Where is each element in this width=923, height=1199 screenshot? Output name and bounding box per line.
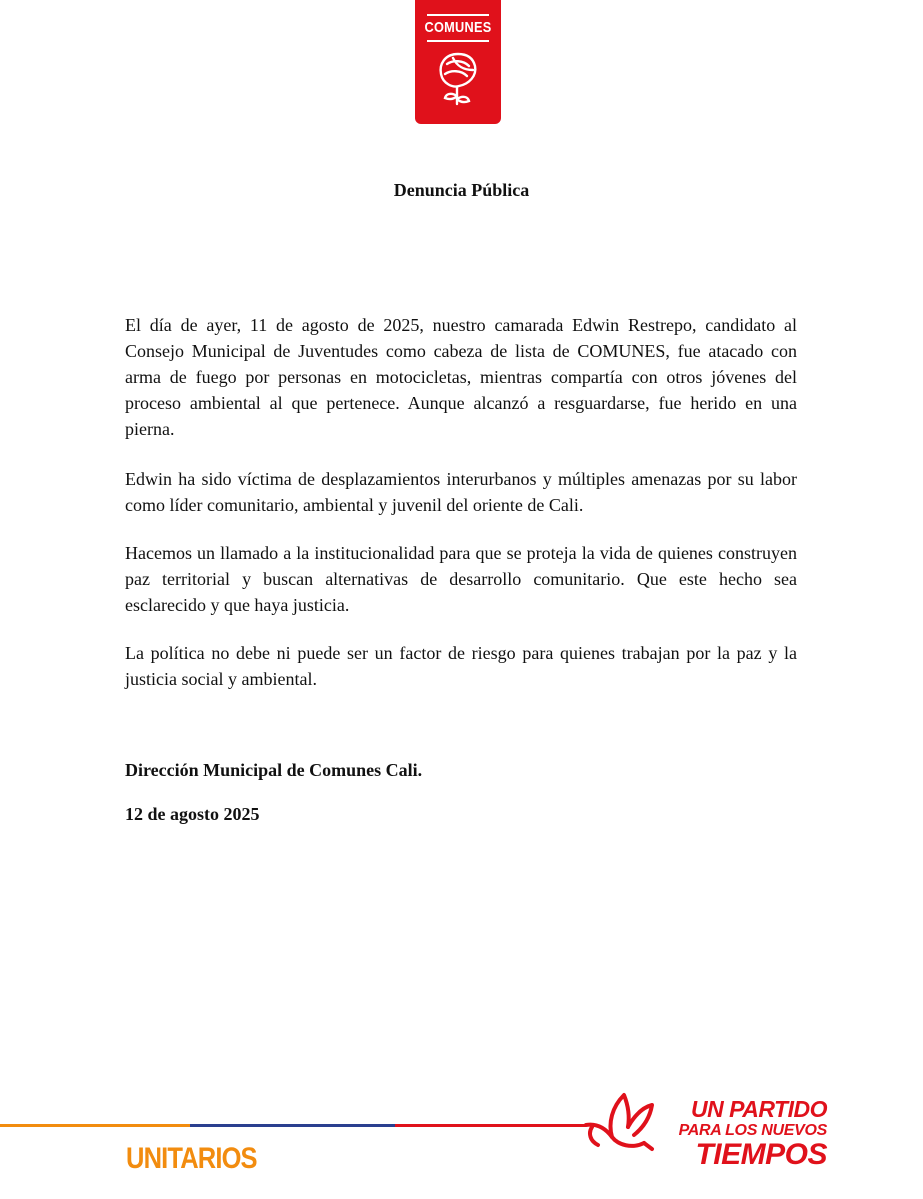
footer-line-red — [395, 1124, 585, 1127]
signature-date: 12 de agosto 2025 — [125, 804, 260, 824]
footer-line-orange — [0, 1124, 190, 1127]
comunes-logo — [415, 0, 501, 124]
slogan-line-1: UN PARTIDO — [691, 1096, 827, 1122]
logo-rule-top — [427, 14, 489, 16]
document-title: Denuncia Pública — [393, 180, 530, 200]
paragraph-3: Hacemos un llamado a la institucionalidad para que se proteja la vida de quienes construyen paz territorial y buscan alternativas de desarrollo comunitario. Que este hecho sea esclarecido y que haya justicia. — [125, 543, 797, 615]
logo-rule-bottom — [427, 40, 489, 42]
unitarios-logo-text: UNITARIOS — [126, 1142, 257, 1175]
slogan-line-3: TIEMPOS — [695, 1138, 827, 1171]
dove-icon — [578, 1083, 658, 1163]
paragraph-4: La política no debe ni puede ser un factor de riesgo para quienes trabajan por la paz y la justicia social y ambiental. — [125, 643, 797, 689]
footer-line-blue — [190, 1124, 395, 1127]
paragraph-2: Edwin ha sido víctima de desplazamientos interurbanos y múltiples amenazas por su labor como líder comunitario, ambiental y juvenil del oriente de Cali. — [125, 469, 797, 515]
paragraph-1: El día de ayer, 11 de agosto de 2025, nuestro camarada Edwin Restrepo, candidato al Consejo Municipal de Juventudes como cabeza de lista de COMUNES, fue atacado con arma de fuego por personas en motocicletas, mientras compartía con otros jóvenes del proceso ambiental al que pertenece. Aunque alcanzó a resguardarse, fue herido en una pierna. — [125, 315, 797, 439]
signature: Dirección Municipal de Comunes Cali. — [125, 760, 423, 780]
comunes-logo-text: COMUNES — [424, 19, 492, 36]
slogan-line-2: PARA LOS NUEVOS — [678, 1122, 827, 1139]
unitarios-logo — [126, 1142, 257, 1176]
rose-icon — [433, 46, 483, 110]
slogan — [657, 1098, 827, 1170]
